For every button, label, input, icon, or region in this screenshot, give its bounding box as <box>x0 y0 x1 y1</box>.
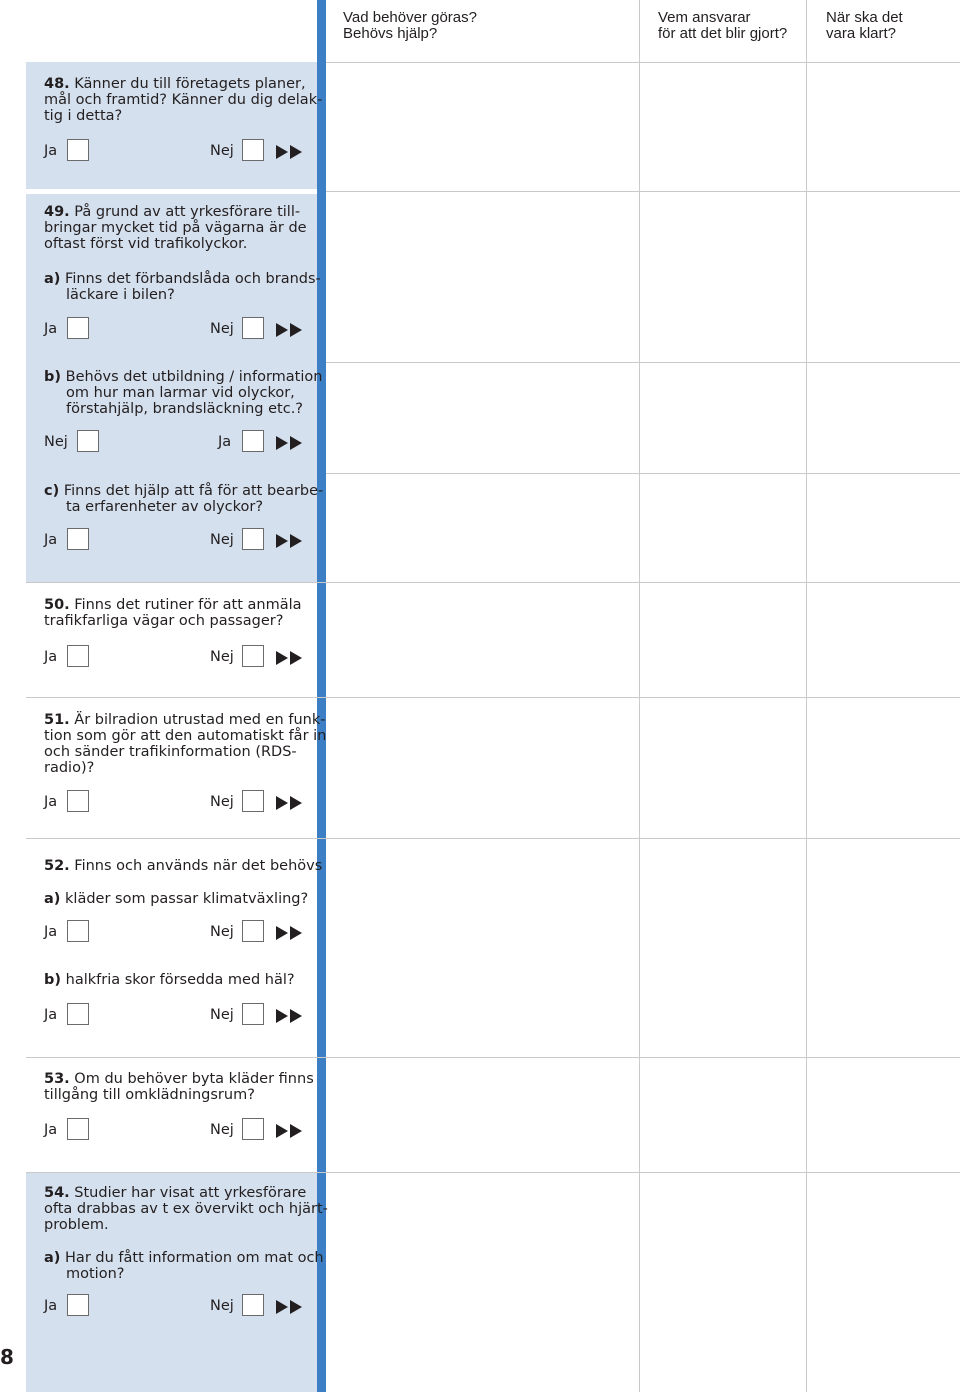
question-52a: a) kläder som passar klimatväxling? <box>44 891 309 907</box>
column-divider-bar <box>317 0 326 1392</box>
double-play-arrow-icon <box>276 436 304 450</box>
page-number: 8 <box>0 1345 14 1369</box>
question-54a: a) Har du fått information om mat och motion? <box>44 1250 324 1282</box>
question-53: 53. Om du behöver byta kläder finns tillgång till omklädningsrum? <box>44 1071 314 1103</box>
option-label: Ja <box>44 1298 58 1314</box>
question-51: 51. Är bilradion utrustad med en funk- tion som gör att den automatiskt får in och sänder trafikinformation (RDS- radio)? <box>44 712 327 776</box>
header-col1: Vad behöver göras? Behövs hjälp? <box>343 9 477 42</box>
double-play-arrow-icon <box>276 796 304 810</box>
option-label: Ja <box>44 794 58 810</box>
checkbox[interactable] <box>242 1118 264 1140</box>
double-play-arrow-icon <box>276 1009 304 1023</box>
option-label: Nej <box>210 794 234 810</box>
option-label: Ja <box>44 924 58 940</box>
question-49c: c) Finns det hjälp att få för att bearbe- ta erfarenheter av olyckor? <box>44 483 324 515</box>
double-play-arrow-icon <box>276 651 304 665</box>
question-49b: b) Behövs det utbildning / information om hur man larmar vid olyckor, förstahjälp, brandsläckning etc.? <box>44 369 323 417</box>
double-play-arrow-icon <box>276 323 304 337</box>
option-label: Nej <box>44 434 68 450</box>
checkbox[interactable] <box>242 1294 264 1316</box>
checkbox[interactable] <box>242 528 264 550</box>
checkbox[interactable] <box>67 1118 89 1140</box>
double-play-arrow-icon <box>276 534 304 548</box>
question-54: 54. Studier har visat att yrkesförare ofta drabbas av t ex övervikt och hjärt- problem. <box>44 1185 328 1233</box>
column-rule-3 <box>806 0 807 1392</box>
option-label: Ja <box>44 532 58 548</box>
question-49: 49. På grund av att yrkesförare till- bringar mycket tid på vägarna är de oftast först vid trafikolyckor. <box>44 204 307 252</box>
option-label: Nej <box>210 532 234 548</box>
row-rule <box>326 191 960 192</box>
option-label: Nej <box>210 143 234 159</box>
option-label: Ja <box>218 434 232 450</box>
header-col3: När ska det vara klart? <box>826 9 903 42</box>
row-rule <box>326 473 960 474</box>
checkbox[interactable] <box>67 317 89 339</box>
question-48: 48. Känner du till företagets planer, mål och framtid? Känner du dig delak- tig i detta? <box>44 76 323 124</box>
checkbox[interactable] <box>242 430 264 452</box>
row-rule <box>326 362 960 363</box>
checkbox[interactable] <box>242 139 264 161</box>
row-rule <box>26 838 960 839</box>
option-label: Ja <box>44 649 58 665</box>
double-play-arrow-icon <box>276 1300 304 1314</box>
row-rule <box>26 1172 960 1173</box>
row-rule <box>26 1057 960 1058</box>
question-52: 52. Finns och används när det behövs <box>44 858 323 874</box>
question-50: 50. Finns det rutiner för att anmäla trafikfarliga vägar och passager? <box>44 597 302 629</box>
row-rule <box>26 582 960 583</box>
checkbox[interactable] <box>67 1003 89 1025</box>
option-label: Nej <box>210 321 234 337</box>
question-49a: a) Finns det förbandslåda och brands- läckare i bilen? <box>44 271 321 303</box>
column-rule-2 <box>639 0 640 1392</box>
checkbox[interactable] <box>67 645 89 667</box>
checkbox[interactable] <box>242 1003 264 1025</box>
checkbox[interactable] <box>77 430 99 452</box>
header-col2: Vem ansvarar för att det blir gjort? <box>658 9 788 42</box>
option-label: Ja <box>44 1007 58 1023</box>
option-label: Ja <box>44 1122 58 1138</box>
checkbox[interactable] <box>242 920 264 942</box>
double-play-arrow-icon <box>276 145 304 159</box>
option-label: Ja <box>44 143 58 159</box>
row-rule <box>26 697 960 698</box>
row-rule <box>326 62 960 63</box>
option-label: Nej <box>210 1007 234 1023</box>
checkbox[interactable] <box>67 920 89 942</box>
option-label: Ja <box>44 321 58 337</box>
checkbox[interactable] <box>67 1294 89 1316</box>
option-label: Nej <box>210 924 234 940</box>
checkbox[interactable] <box>67 139 89 161</box>
checkbox[interactable] <box>67 528 89 550</box>
option-label: Nej <box>210 1298 234 1314</box>
checkbox[interactable] <box>67 790 89 812</box>
checkbox[interactable] <box>242 645 264 667</box>
double-play-arrow-icon <box>276 1124 304 1138</box>
option-label: Nej <box>210 649 234 665</box>
option-label: Nej <box>210 1122 234 1138</box>
checkbox[interactable] <box>242 790 264 812</box>
checkbox[interactable] <box>242 317 264 339</box>
double-play-arrow-icon <box>276 926 304 940</box>
question-52b: b) halkfria skor försedda med häl? <box>44 972 295 988</box>
